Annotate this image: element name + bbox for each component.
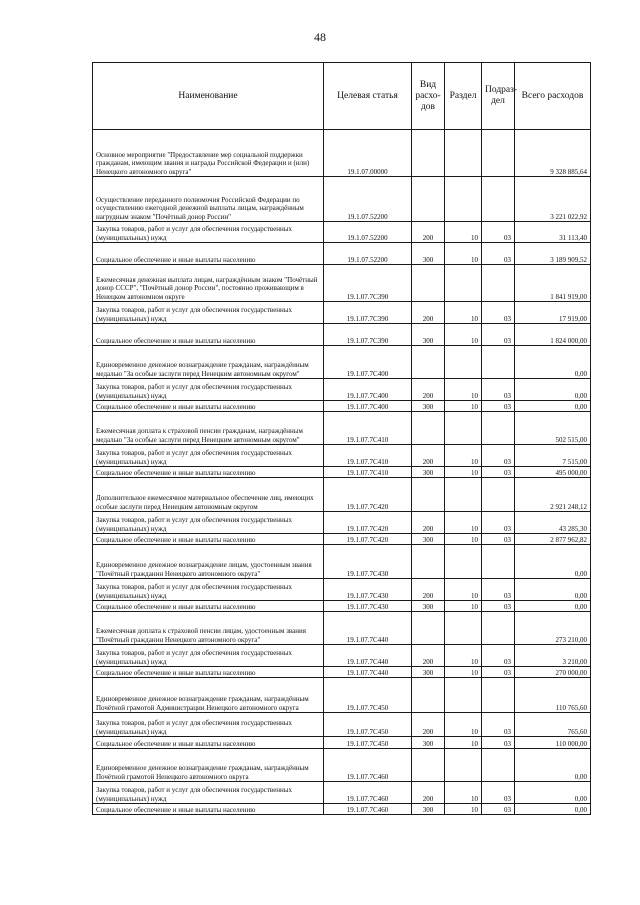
cell-subsection — [482, 265, 515, 302]
cell-section: 10 — [445, 379, 482, 401]
cell-name: Социальное обеспечение и иные выплаты населению — [93, 601, 324, 612]
cell-type: 200 — [412, 782, 445, 804]
table-body — [93, 130, 591, 815]
cell-total: 495 000,00 — [515, 467, 591, 478]
cell-subsection: 03 — [482, 302, 515, 324]
cell-total: 0,00 — [515, 401, 591, 412]
cell-type: 300 — [412, 534, 445, 545]
table-row — [93, 324, 591, 346]
table-row — [93, 265, 591, 302]
cell-type: 200 — [412, 713, 445, 737]
table-row — [93, 243, 591, 265]
cell-total: 43 285,30 — [515, 512, 591, 534]
cell-total: 0,00 — [515, 749, 591, 782]
cell-subsection: 03 — [482, 737, 515, 749]
cell-target: 19.1.07.7С400 — [324, 346, 412, 379]
cell-section: 10 — [445, 667, 482, 678]
cell-section — [445, 177, 482, 222]
cell-type: 300 — [412, 467, 445, 478]
cell-name: Единовременное денежное вознаграждение гражданам, награждённым медалью "За особые заслуги перед Ненецким автономным округом" — [93, 346, 324, 379]
cell-name: Социальное обеспечение и иные выплаты населению — [93, 534, 324, 545]
cell-subsection: 03 — [482, 243, 515, 265]
table-row — [93, 379, 591, 401]
cell-subsection: 03 — [482, 579, 515, 601]
cell-total: 765,60 — [515, 713, 591, 737]
table-row — [93, 467, 591, 478]
cell-subsection — [482, 749, 515, 782]
cell-subsection: 03 — [482, 445, 515, 467]
cell-section — [445, 612, 482, 645]
cell-name: Социальное обеспечение и иные выплаты населению — [93, 401, 324, 412]
cell-target: 19.1.07.7С460 — [324, 782, 412, 804]
cell-subsection — [482, 612, 515, 645]
cell-type: 300 — [412, 243, 445, 265]
cell-type: 300 — [412, 667, 445, 678]
cell-section: 10 — [445, 467, 482, 478]
cell-type: 300 — [412, 804, 445, 815]
cell-target: 19.1.07.52200 — [324, 222, 412, 243]
cell-section: 10 — [445, 302, 482, 324]
cell-subsection: 03 — [482, 534, 515, 545]
cell-type: 200 — [412, 302, 445, 324]
cell-name: Закупка товаров, работ и услуг для обеспечения государственных (муниципальных) нужд — [93, 782, 324, 804]
cell-target: 19.1.07.7С420 — [324, 512, 412, 534]
cell-target: 19.1.07.7С410 — [324, 445, 412, 467]
cell-target: 19.1.07.7С440 — [324, 667, 412, 678]
cell-subsection — [482, 545, 515, 579]
cell-subsection: 03 — [482, 601, 515, 612]
cell-target: 19.1.07.7С430 — [324, 579, 412, 601]
cell-name: Дополнительное ежемесячное материальное обеспечение лиц, имеющих особые заслуги перед Ненецким автономным округом — [93, 478, 324, 512]
header-target: Целевая статья — [324, 63, 412, 130]
cell-name: Социальное обеспечение и иные выплаты населению — [93, 324, 324, 346]
table-row — [93, 302, 591, 324]
cell-type: 300 — [412, 324, 445, 346]
cell-total: 270 000,00 — [515, 667, 591, 678]
cell-name: Закупка товаров, работ и услуг для обеспечения государственных (муниципальных) нужд — [93, 379, 324, 401]
cell-section: 10 — [445, 401, 482, 412]
table-row — [93, 804, 591, 815]
table-row — [93, 222, 591, 243]
cell-name: Закупка товаров, работ и услуг для обеспечения государственных (муниципальных) нужд — [93, 645, 324, 667]
cell-section: 10 — [445, 512, 482, 534]
cell-name: Закупка товаров, работ и услуг для обеспечения государственных (муниципальных) нужд — [93, 512, 324, 534]
cell-subsection: 03 — [482, 324, 515, 346]
cell-section: 10 — [445, 534, 482, 545]
cell-name: Единовременное денежное вознаграждение лицам, удостоенным звания "Почётный гражданин Ненецкого автономного округа" — [93, 545, 324, 579]
cell-total: 0,00 — [515, 346, 591, 379]
cell-subsection: 03 — [482, 667, 515, 678]
cell-section — [445, 749, 482, 782]
table-row — [93, 645, 591, 667]
cell-subsection: 03 — [482, 782, 515, 804]
cell-target: 19.1.07.00000 — [324, 130, 412, 177]
cell-name: Закупка товаров, работ и услуг для обеспечения государственных (муниципальных) нужд — [93, 445, 324, 467]
cell-target: 19.1.07.7С390 — [324, 324, 412, 346]
cell-total: 0,00 — [515, 379, 591, 401]
cell-name: Социальное обеспечение и иные выплаты населению — [93, 804, 324, 815]
table-row — [93, 749, 591, 782]
cell-type — [412, 478, 445, 512]
cell-subsection: 03 — [482, 222, 515, 243]
cell-section: 10 — [445, 713, 482, 737]
cell-target: 19.1.07.7С390 — [324, 302, 412, 324]
cell-total: 0,00 — [515, 601, 591, 612]
cell-total: 0,00 — [515, 782, 591, 804]
table-row — [93, 445, 591, 467]
cell-target: 19.1.07.7С410 — [324, 412, 412, 445]
cell-name: Ежемесячная денежная выплата лицам, награждённым знаком "Почётный донор СССР", "Почётный донор России", постоянно проживающим в Ненецком автономном округе — [93, 265, 324, 302]
cell-section — [445, 412, 482, 445]
cell-target: 19.1.07.7С440 — [324, 645, 412, 667]
cell-total: 110 000,00 — [515, 737, 591, 749]
cell-section: 10 — [445, 445, 482, 467]
cell-section — [445, 545, 482, 579]
cell-section — [445, 478, 482, 512]
table-row — [93, 478, 591, 512]
table-row — [93, 512, 591, 534]
cell-type: 300 — [412, 601, 445, 612]
cell-total: 2 877 962,82 — [515, 534, 591, 545]
table-row — [93, 667, 591, 678]
cell-total: 3 221 022,92 — [515, 177, 591, 222]
cell-subsection: 03 — [482, 467, 515, 478]
table-row — [93, 412, 591, 445]
cell-total: 17 919,00 — [515, 302, 591, 324]
header-type: Вид расхо-дов — [412, 63, 445, 130]
cell-subsection: 03 — [482, 379, 515, 401]
cell-target: 19.1.07.7С450 — [324, 737, 412, 749]
cell-section: 10 — [445, 243, 482, 265]
cell-type — [412, 130, 445, 177]
cell-total: 3 210,00 — [515, 645, 591, 667]
cell-total: 0,00 — [515, 579, 591, 601]
table-row — [93, 782, 591, 804]
cell-subsection — [482, 478, 515, 512]
table-row — [93, 534, 591, 545]
cell-subsection — [482, 412, 515, 445]
cell-total: 0,00 — [515, 545, 591, 579]
cell-total: 9 328 885,64 — [515, 130, 591, 177]
cell-total: 1 841 919,00 — [515, 265, 591, 302]
cell-section — [445, 130, 482, 177]
header-name: Наименование — [93, 63, 324, 130]
cell-name: Ежемесячная доплата к страховой пенсии лицам, удостоенным звания "Почётный гражданин Ненецкого автономного округа" — [93, 612, 324, 645]
cell-type: 200 — [412, 645, 445, 667]
cell-section: 10 — [445, 324, 482, 346]
cell-type: 200 — [412, 512, 445, 534]
cell-name: Закупка товаров, работ и услуг для обеспечения государственных (муниципальных) нужд — [93, 579, 324, 601]
table-row — [93, 401, 591, 412]
cell-subsection: 03 — [482, 713, 515, 737]
cell-type: 200 — [412, 379, 445, 401]
cell-target: 19.1.07.7С430 — [324, 601, 412, 612]
cell-type: 300 — [412, 401, 445, 412]
table-row — [93, 579, 591, 601]
cell-target: 19.1.07.7С450 — [324, 713, 412, 737]
header-total: Всего расходов — [515, 63, 591, 130]
cell-name: Социальное обеспечение и иные выплаты населению — [93, 737, 324, 749]
cell-section — [445, 678, 482, 713]
cell-name: Основное мероприятие "Предоставление мер социальной поддержки гражданам, имеющим звания и награды Российской Федерации и (или) Ненецкого автономного округа" — [93, 130, 324, 177]
cell-target: 19.1.07.7С400 — [324, 401, 412, 412]
cell-section — [445, 346, 482, 379]
cell-section: 10 — [445, 579, 482, 601]
cell-section: 10 — [445, 601, 482, 612]
cell-section: 10 — [445, 645, 482, 667]
cell-subsection: 03 — [482, 512, 515, 534]
cell-type — [412, 545, 445, 579]
table-row — [93, 612, 591, 645]
cell-type: 200 — [412, 222, 445, 243]
cell-target: 19.1.07.7С420 — [324, 534, 412, 545]
cell-target: 19.1.07.7С420 — [324, 478, 412, 512]
cell-total: 0,00 — [515, 804, 591, 815]
cell-subsection — [482, 177, 515, 222]
cell-type — [412, 177, 445, 222]
cell-target: 19.1.07.7С440 — [324, 612, 412, 645]
table-row — [93, 713, 591, 737]
cell-total: 3 189 909,52 — [515, 243, 591, 265]
cell-type — [412, 412, 445, 445]
cell-target: 19.1.07.52200 — [324, 177, 412, 222]
cell-name: Ежемесячная доплата к страховой пенсии гражданам, награждённым медалью "За особые заслуги перед Ненецким автономным округом" — [93, 412, 324, 445]
cell-type — [412, 346, 445, 379]
cell-target: 19.1.07.7С450 — [324, 678, 412, 713]
cell-target: 19.1.07.7С400 — [324, 379, 412, 401]
cell-type: 200 — [412, 579, 445, 601]
cell-target: 19.1.07.7С460 — [324, 804, 412, 815]
table-row — [93, 177, 591, 222]
table-header-row — [93, 63, 591, 130]
cell-name: Закупка товаров, работ и услуг для обеспечения государственных (муниципальных) нужд — [93, 302, 324, 324]
cell-target: 19.1.07.7С390 — [324, 265, 412, 302]
table-row — [93, 678, 591, 713]
cell-subsection: 03 — [482, 645, 515, 667]
table-row — [93, 130, 591, 177]
cell-total: 31 113,40 — [515, 222, 591, 243]
cell-subsection: 03 — [482, 401, 515, 412]
page-number: 48 — [314, 30, 326, 44]
cell-section: 10 — [445, 222, 482, 243]
cell-subsection — [482, 130, 515, 177]
cell-section: 10 — [445, 782, 482, 804]
table-row — [93, 346, 591, 379]
cell-total: 1 824 000,00 — [515, 324, 591, 346]
cell-target: 19.1.07.7С410 — [324, 467, 412, 478]
cell-subsection — [482, 678, 515, 713]
cell-total: 502 515,00 — [515, 412, 591, 445]
cell-type: 300 — [412, 737, 445, 749]
table-row — [93, 737, 591, 749]
cell-type — [412, 749, 445, 782]
cell-type: 200 — [412, 445, 445, 467]
cell-target: 19.1.07.7С430 — [324, 545, 412, 579]
cell-section — [445, 265, 482, 302]
cell-target: 19.1.07.7С460 — [324, 749, 412, 782]
cell-name: Осуществление переданного полномочия Российской Федерации по осуществлению ежегодной денежной выплаты лицам, награждённым нагрудным знаком "Почётный донор России" — [93, 177, 324, 222]
header-section: Раздел — [445, 63, 482, 130]
cell-total: 273 210,00 — [515, 612, 591, 645]
cell-section: 10 — [445, 737, 482, 749]
cell-total: 7 515,00 — [515, 445, 591, 467]
cell-type — [412, 612, 445, 645]
header-subsection: Подраз-дел — [482, 63, 515, 130]
cell-name: Социальное обеспечение и иные выплаты населению — [93, 467, 324, 478]
cell-total: 110 765,60 — [515, 678, 591, 713]
cell-total: 2 921 248,12 — [515, 478, 591, 512]
table-row — [93, 601, 591, 612]
table-row — [93, 545, 591, 579]
cell-name: Единовременное денежное вознаграждение гражданам, награждённым Почётной грамотой Администрации Ненецкого автономного округа — [93, 678, 324, 713]
cell-section: 10 — [445, 804, 482, 815]
cell-type — [412, 678, 445, 713]
cell-name: Единовременное денежное вознаграждение гражданам, награждённым Почётной грамотой Ненецкого автономного округа — [93, 749, 324, 782]
cell-type — [412, 265, 445, 302]
cell-name: Социальное обеспечение и иные выплаты населению — [93, 667, 324, 678]
cell-subsection — [482, 346, 515, 379]
cell-name: Социальное обеспечение и иные выплаты населению — [93, 243, 324, 265]
cell-name: Закупка товаров, работ и услуг для обеспечения государственных (муниципальных) нужд — [93, 713, 324, 737]
budget-table — [92, 62, 591, 815]
cell-subsection: 03 — [482, 804, 515, 815]
cell-name: Закупка товаров, работ и услуг для обеспечения государственных (муниципальных) нужд — [93, 222, 324, 243]
cell-target: 19.1.07.52200 — [324, 243, 412, 265]
